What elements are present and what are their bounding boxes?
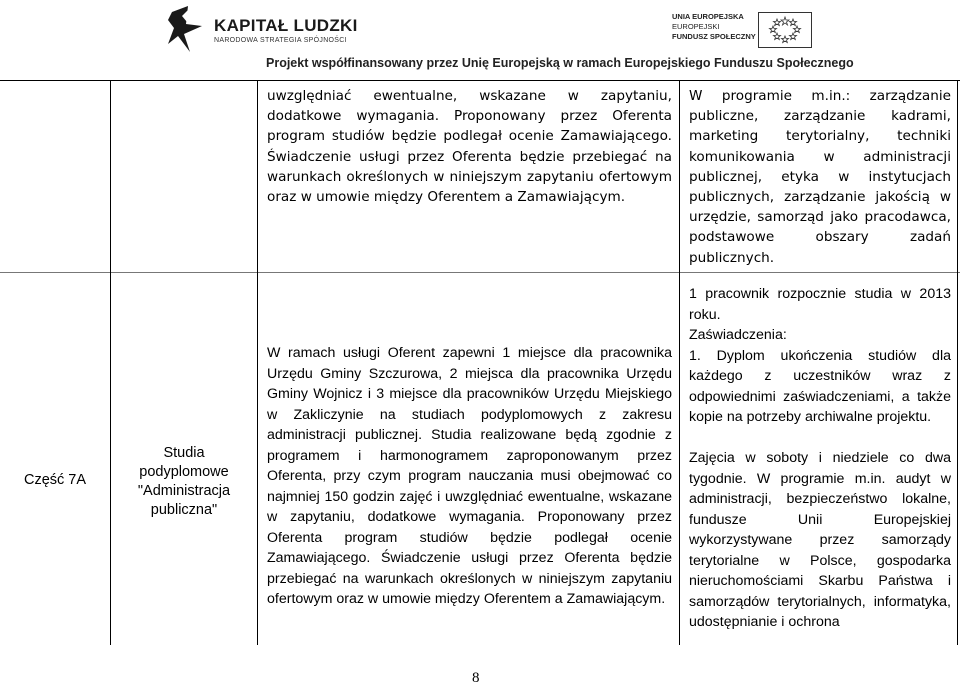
row-divider (0, 272, 960, 273)
col-divider-3 (679, 80, 680, 645)
row2-course-name: Studia podyplomowe "Administracja publiczna" (137, 445, 231, 518)
row2-notes-schedule: Zajęcia w soboty i niedziele co dwa tygodnie. W programie m.in. audyt w administracji, bezpieczeństwo lokalne, fundusze Unii Europejskiej wykorzystywane przez samorządy terytorialne w Polsce, gospodarka nieruchomościami Skarbu Państwa i samorządów terytorialnych, informatyka, udostępnianie i ochrona (689, 450, 951, 630)
table-top-border (0, 80, 960, 81)
col-divider-4 (957, 80, 958, 645)
row2-notes (689, 284, 951, 633)
paragraph-spacer (689, 428, 951, 449)
row2-notes-certificates-heading: Zaświadczenia: (689, 327, 787, 343)
row2-notes-certificates: 1. Dyplom ukończenia studiów dla każdego z uczestników wraz z odpowiednimi zaświadczeniami, a także kopie na potrzeby archiwalne projektu. (689, 347, 951, 425)
eu-logo-text (672, 12, 756, 42)
kapital-ludzki-title: KAPITAŁ LUDZKI (214, 16, 358, 35)
kapital-ludzki-star-icon (168, 6, 208, 54)
row1-notes: W programie m.in.: zarządzanie publiczne, zarządzanie kadrami, marketing terytorialny, techniki komunikowania w administracji publicznej, etyka w instytucjach publicznych, zarządzanie jakością w urzędzie, samorząd jako pracodawca, podstawowe obszary zadań publicznych. (689, 88, 951, 266)
eu-logo (672, 12, 812, 52)
col-divider-2 (257, 80, 258, 645)
row2-notes-start-info: 1 pracownik rozpocznie studia w 2013 roku. (689, 286, 951, 323)
project-funding-line: Projekt współfinansowany przez Unię Europejską w ramach Europejskiego Funduszu Społecznego (266, 56, 854, 70)
eu-line-1: UNIA EUROPEJSKA (672, 12, 744, 21)
kapital-ludzki-logo (168, 6, 368, 54)
page-header (0, 0, 960, 80)
row2-part-label: Część 7A (23, 472, 87, 488)
kapital-ludzki-subtitle: NARODOWA STRATEGIA SPÓJNOŚCI (214, 37, 347, 44)
eu-line-2: EUROPEJSKI (672, 22, 720, 31)
eu-flag-icon (758, 12, 812, 48)
eu-line-3: FUNDUSZ SPOŁECZNY (672, 32, 756, 41)
col-divider-1 (110, 80, 111, 645)
row1-description: uwzględniać ewentualne, wskazane w zapytaniu, dodatkowe wymagania. Proponowany przez Oferenta program studiów będzie podlegał ocenie Zamawiającego. Świadczenie usługi przez Oferenta będzie przebiegać na warunkach określonych w niniejszym zapytaniu ofertowym oraz w umowie między Oferentem a Zamawiającym. (267, 88, 672, 206)
page-number: 8 (472, 670, 480, 686)
row2-description: W ramach usługi Oferent zapewni 1 miejsce dla pracownika Urzędu Gminy Szczurowa, 2 miejsca dla pracownika Urzędu Gminy Wojnicz i 3 miejsce dla pracowników Urzędu Miejskiego w Zakliczynie na studiach podyplomowych z zakresu administracji publicznej. Studia realizowane będą zgodnie z programem i harmonogramem zaproponowanym przez Oferenta, przy czym program nauczania musi obejmować co najmniej 150 godzin zajęć i uwzględniać ewentualne, wskazane w zapytaniu, dodatkowe wymagania. Proponowany przez Oferenta program studiów będzie podlegał ocenie Zamawiającego. Świadczenie usługi przez Oferenta będzie przebiegać na warunkach określonych w niniejszym zapytaniu ofertowym oraz w umowie między Oferentem a Zamawiającym. (267, 345, 672, 607)
